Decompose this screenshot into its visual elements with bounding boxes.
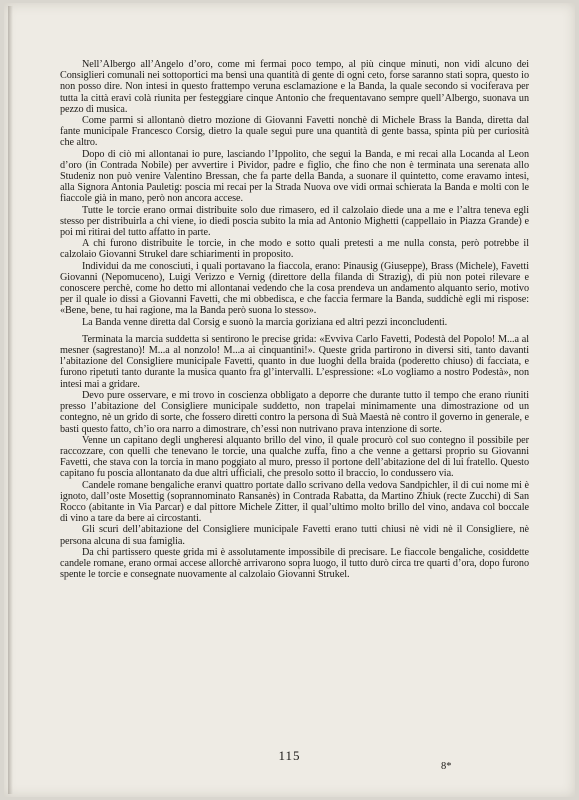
paragraph: La Banda venne diretta dal Corsig e suonò la marcia goriziana ed altri pezzi inconcludenti. [82, 316, 448, 328]
book-page [4, 3, 575, 797]
body-text [60, 59, 529, 580]
paragraph: Nell’Albergo all’Angelo d’oro, come mi fermai poco tempo, al più cinque minuti, non vidi alcuno dei Consiglieri comunali nei sottoportici ma bensì una quantità di gente di ogni ceto, forse saranno stati sopra, questo io non posso dire. Non intesi in questo frattempo veruna esclamazione e la Banda, la quale secondo si vociferava per tutta la città eravi colà riunita per festeggiare cinque Antonio che frequentavano sempre quell’Albergo, suonava un pezzo di musica. [60, 59, 529, 115]
paragraph: Da chi partissero queste grida mi è assolutamente impossibile di precisare. Le fiaccole bengaliche, cosiddette candele romane, erano ormai accese allorchè arrivarono sopra luogo, il tutto durò circa tre quarti d’ora, dopo furono spente le torcie e consegnate nuovamente al calzolaio Giovanni Strukel. [60, 546, 529, 581]
paragraph: Terminata la marcia suddetta si sentirono le precise grida: «Evviva Carlo Favetti, Podestà del Popolo! M...a al mesner (sagrestano)! M...a al nonzolo! M...a ai cinquantini!». Queste grida partirono in diversi siti, tanto davanti l’abitazione del Consigliere municipale Favetti, quanto in due luoghi della braida (poderetto chiuso) di facciata, e furono ripetuti tanto durante la musica quanto fra gl’intervalli. L’espressione: «Lo vogliamo a nostro Podestà», non intesi mai a gridare. [60, 333, 529, 390]
paragraph: Venne un capitano degli ungheresi alquanto brillo del vino, il quale procurò col suo contegno il possibile per raccozzare, con quelli che tenevano le torcie, una qualche zuffa, fino a che venne a gettarsi proprio su Giovanni Favetti, che stava con la torcia in mano poggiato al muro, presso il portone dell’abitazione del di lui fratello. Questo capitano fu poscia allontanato da due altri ufficiali, che presolo sotto il braccio, lo condussero via. [60, 434, 529, 480]
paragraph: Individui da me conosciuti, i quali portavano la fiaccola, erano: Pinausig (Giuseppe), Brass (Michele), Favetti Giovanni (Nepomuceno), Luigi Verizzo e Vernig (direttore della filanda di Strazig), di più non potei rilevare e conoscere perchè, come ho detto mi allontanai vedendo che la cosa prendeva un andamento alquanto serio, motivo per il quale io dissi a Giovanni Favetti, che mi obbediscа, e che faccia fermare la Banda, suddichè egli mi rispose: «Bene, bene, tu hai ragione, ma la Banda però suona lo stesso». [60, 260, 529, 317]
paragraph: Dopo di ciò mi allontanai io pure, lasciando l’Ippolito, che seguì la Banda, e mi recai alla Locanda al Leon d’oro (in Contrada Nobile) per avvertire i Pividor, padre e figlio, che fino che non è terminata una serenata allo Studeniz non può venire Valentino Bressan, che fa parte della Banda, a suonare il quintetto, come eravamo intesi, alla Signora Antonia Pauletig: poscia mi recai per la Strada Nuova ove vidi ormai schierata la Banda e molti con le fiaccole già in mano, però non ancora accese. [60, 148, 529, 205]
paragraph: A chi furono distribuite le torcie, in che modo e sotto quali pretesti a me nulla consta, però potrebbe il calzolaio Giovanni Strukel dare schiarimenti in proposito. [60, 238, 529, 261]
paragraph: Gli scuri dell’abitazione del Consigliere municipale Favetti erano tutti chiusi nè vidi nè il Consigliere, nè persona alcuna di sua famiglia. [60, 524, 529, 547]
paragraph: Devo pure osservare, e mi trovo in coscienza obbligato a deporre che durante tutto il tempo che erano riuniti presso l’abitazione del Consigliere municipale suddetto, non trapelai minimamente una dimostrazione od un contegno, nè un grido di sorte, che fossero diretti contro la persona di Suà Maestà nè contro il governo in generale, e basti questo fatto, ch’io ora narro a dimostrare, ch’essi non nutrivano prava intenzione di sorte. [60, 389, 529, 435]
paragraph: Come parmi si allontanò dietro mozione di Giovanni Favetti nonchè di Michele Brass la Banda, diretta dal fante municipale Francesco Corsig, dietro la quale seguì pure una quantità di gente bassa, spinta più per curiosità che altro. [60, 115, 529, 149]
signature-mark: 8* [441, 761, 452, 772]
paragraph: Candele romane bengaliche eranvi quattro portate dallo scrivano della vedova Sandpichler, il di cui nome mi è ignoto, dall’oste Mosettig (soprannominato Ransanès) in Contrada Rabatta, da Martino Zhiuk (recte Zucchi) di San Rocco (abitante in Via Parcar) e dal pittore Michele Zitter, il qual’ultimo molto brillo del vino, andava col boccale di vino a tare da bere ai circostanti. [60, 479, 529, 525]
page-number: 115 [278, 748, 301, 763]
paragraph: Tutte le torcie erano ormai distribuite solo due rimasero, ed il calzolaio diede una a me e l’altra teneva egli stesso per distribuirla a chi viene, io diedi poscia subito la mia ad Antonio Mighetti (cappellaio in Piazza Grande) e poi mi ritirai del tutto affatto in parte. [60, 204, 529, 239]
page-fold-shadow [8, 6, 13, 794]
